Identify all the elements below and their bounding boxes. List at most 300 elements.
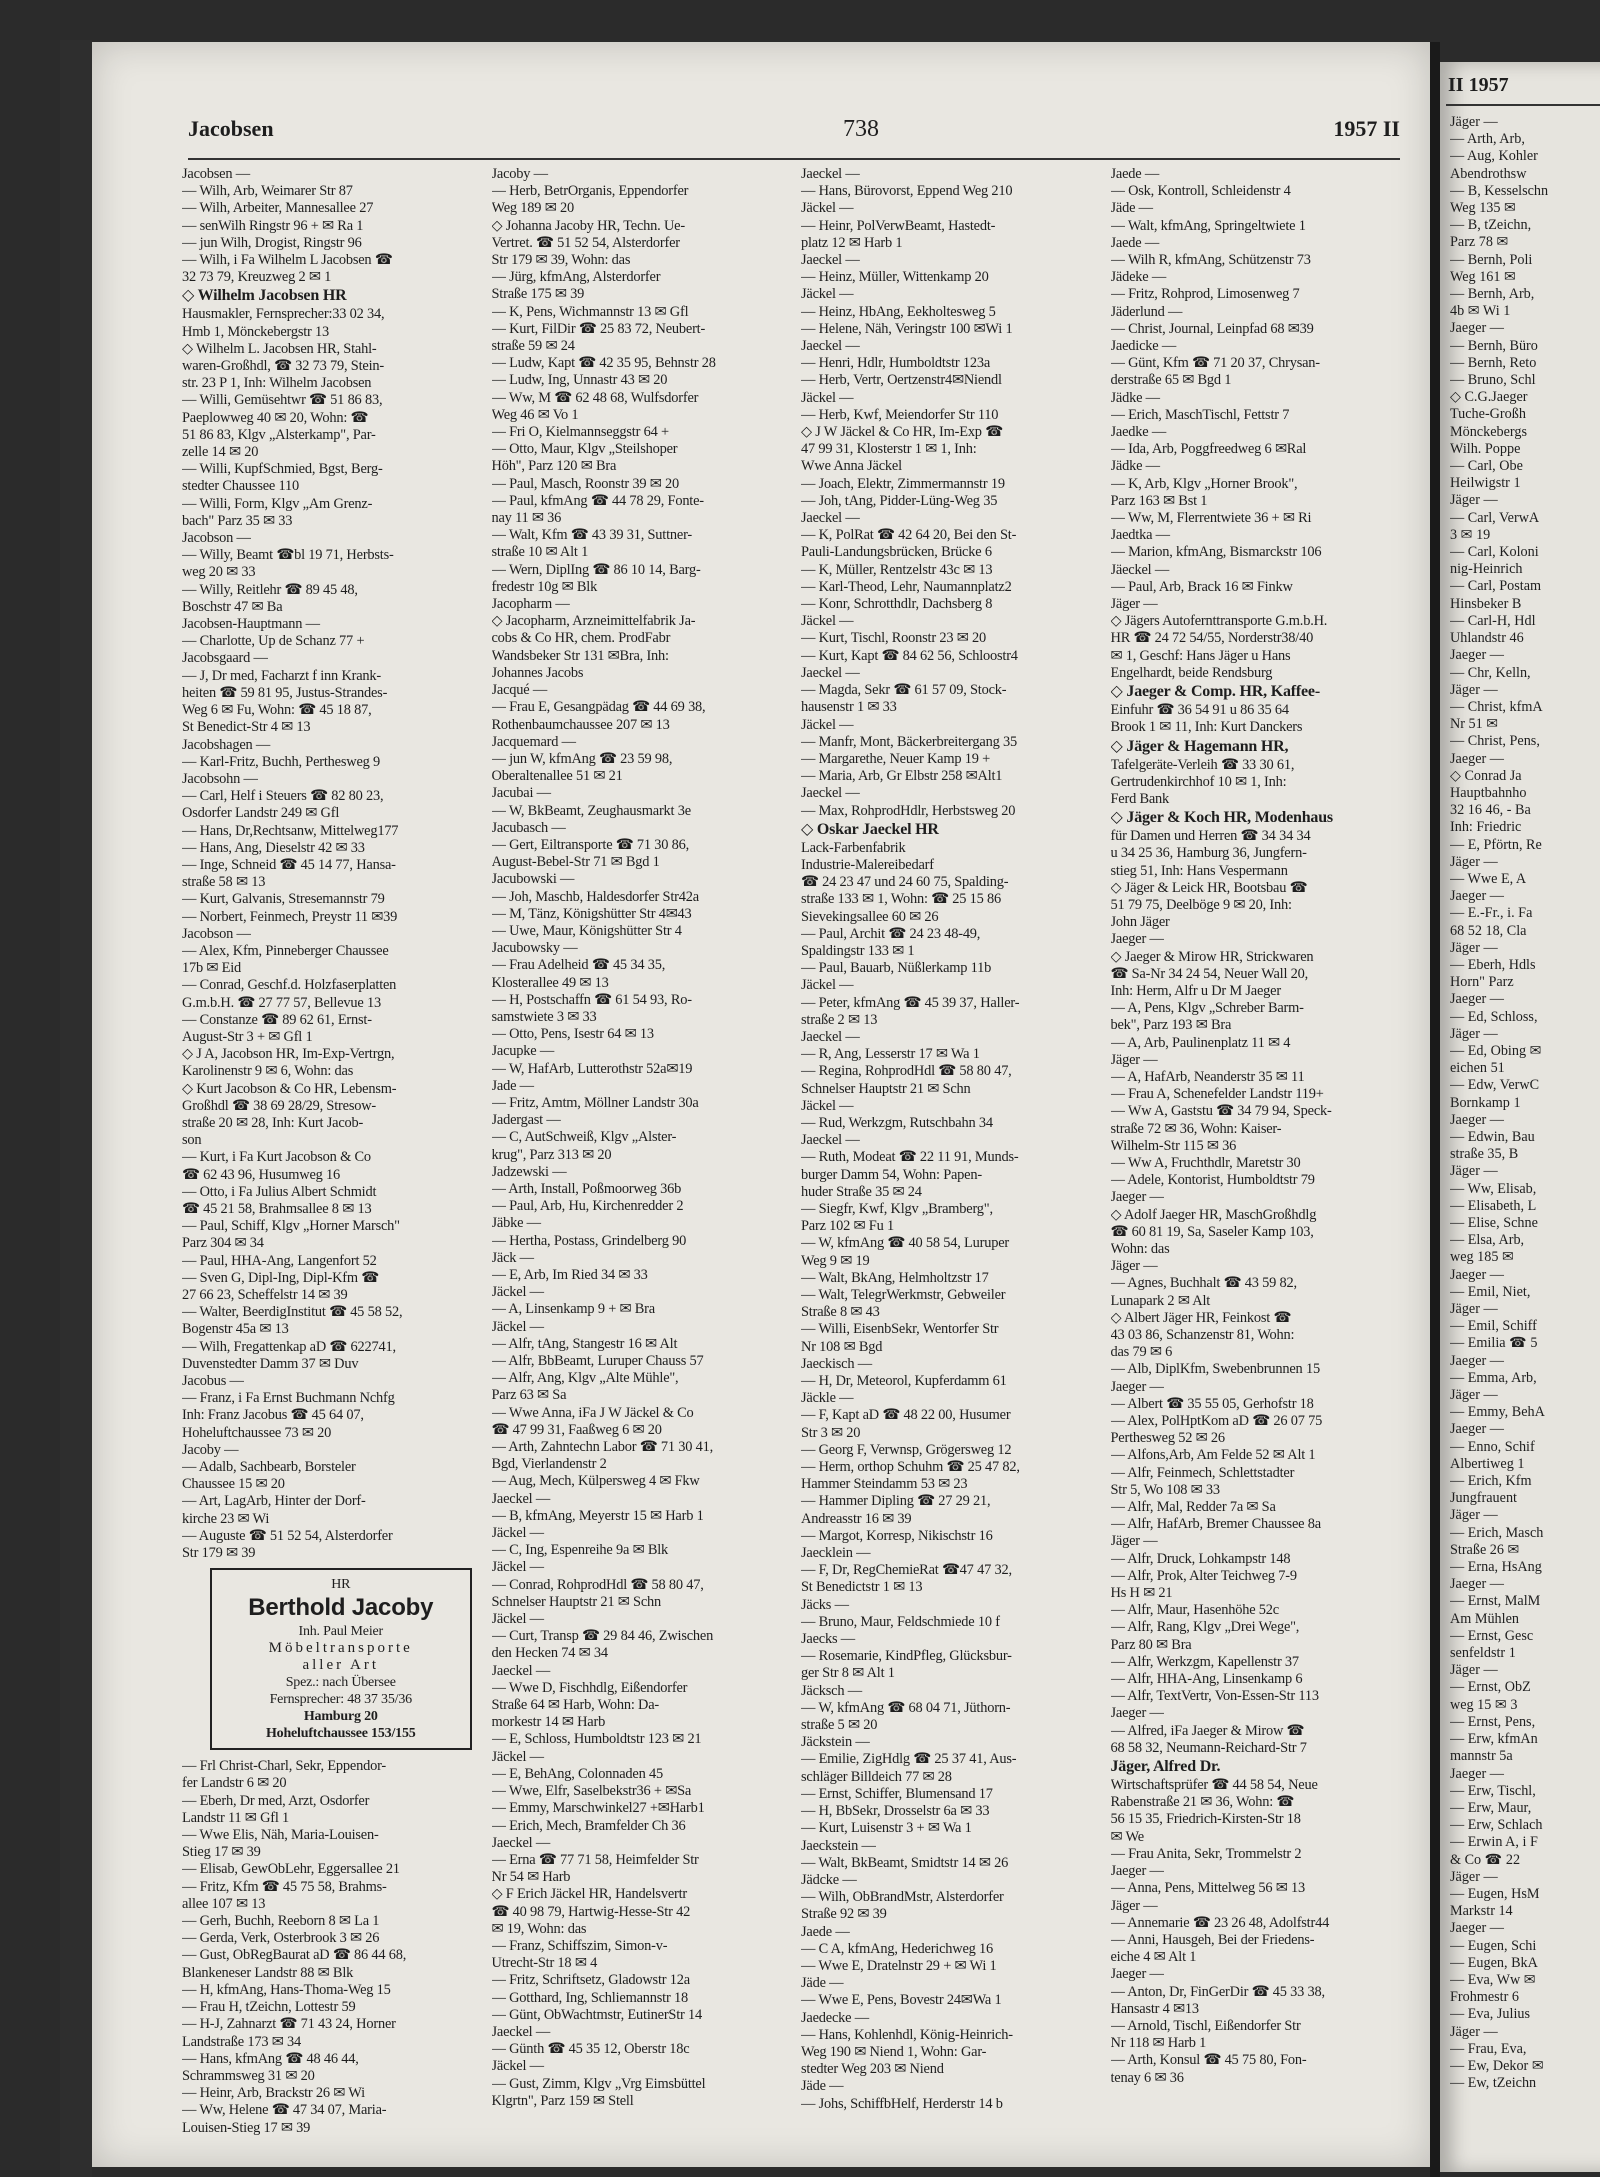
columns: [182, 166, 1408, 2147]
facing-entry: — Carl, Obe: [1450, 458, 1523, 475]
directory-entry: Straße 8 ✉ 43: [801, 1304, 880, 1321]
directory-entry: — A, HafArb, Neanderstr 35 ✉ 11: [1110, 1068, 1305, 1085]
directory-entry: — Margot, Korresp, Nikischstr 16: [801, 1527, 993, 1544]
directory-entry: — A, Pens, Klgv „Schreber Barm-: [1110, 1000, 1304, 1017]
directory-entry: — Hammer Dipling ☎ 27 29 21,: [801, 1493, 991, 1510]
directory-entry: Parz 63 ✉ Sa: [491, 1387, 567, 1404]
directory-entry: Weg 46 ✉ Vo 1: [491, 406, 579, 423]
facing-entry: — Ew, tZeichn: [1450, 2075, 1537, 2092]
directory-entry: — E, Schloss, Humboldtstr 123 ✉ 21: [491, 1731, 702, 1748]
directory-entry: Jäckel —: [801, 200, 854, 217]
directory-entry: ☎ 47 99 31, Faaßweg 6 ✉ 20: [491, 1421, 662, 1438]
directory-entry: Str 179 ✉ 39, Wohn: das: [491, 252, 631, 269]
directory-entry: Jaeckel —: [801, 785, 860, 802]
directory-entry: — Alex, Kfm, Pinneberger Chaussee: [182, 942, 389, 959]
facing-entry: Jäger —: [1450, 492, 1498, 509]
directory-entry: Jade —: [491, 1077, 534, 1094]
facing-entry: Jaeger —: [1450, 1266, 1504, 1283]
directory-entry: Inh: Herm, Alfr u Dr M Jaeger: [1110, 982, 1281, 999]
directory-entry: Jäger, Alfred Dr.: [1110, 1758, 1221, 1776]
facing-entry: weg 185 ✉: [1450, 1249, 1514, 1266]
directory-entry: Jäckel —: [801, 286, 854, 303]
directory-entry: Utrecht-Str 18 ✉ 4: [491, 1955, 598, 1972]
directory-entry: Nr 118 ✉ Harb 1: [1110, 2035, 1207, 2052]
directory-entry: — Frau E, Gesangpädag ☎ 44 69 38,: [491, 699, 706, 716]
directory-entry: derstraße 65 ✉ Bgd 1: [1110, 372, 1232, 389]
facing-entry: — Bernh, Reto: [1450, 354, 1537, 371]
directory-entry: Jaeckel —: [801, 252, 860, 269]
directory-entry: — Wilh, Arb, Weimarer Str 87: [182, 183, 353, 200]
directory-entry: 51 86 83, Klgv „Alsterkamp", Par-: [182, 426, 376, 443]
directory-entry: — K, Pens, Wichmannstr 13 ✉ Gfl: [491, 303, 689, 320]
directory-entry: — Henri, Hdlr, Humboldtstr 123a: [801, 355, 991, 372]
directory-entry: str. 23 P 1, Inh: Wilhelm Jacobsen: [182, 375, 372, 392]
facing-entry: — Carl-H, Hdl: [1450, 612, 1536, 629]
directory-entry: Jaeckel —: [491, 2023, 551, 2040]
directory-entry: — C, AutSchweiß, Klgv „Alster-: [491, 1129, 677, 1146]
directory-entry: — Jürg, kfmAng, Alsterdorfer: [491, 269, 661, 286]
directory-entry: weg 20 ✉ 33: [182, 564, 256, 581]
directory-entry: Jaeckel —: [491, 1490, 551, 1507]
directory-entry: Sievekingsallee 60 ✉ 26: [801, 908, 939, 925]
directory-entry: — Kurt, Tischl, Roonstr 23 ✉ 20: [801, 630, 986, 647]
directory-entry: Ferd Bank: [1110, 790, 1170, 807]
directory-entry: Jacobus —: [182, 1373, 244, 1390]
directory-entry: Weg 6 ✉ Fu, Wohn: ☎ 45 18 87,: [182, 702, 372, 719]
directory-entry: Jäde —: [801, 1975, 844, 1992]
directory-entry: — Conrad, RohprodHdl ☎ 58 80 47,: [491, 1576, 704, 1593]
directory-entry: Landstraße 173 ✉ 34: [182, 2033, 301, 2050]
directory-entry: — K, PolRat ☎ 42 64 20, Bei den St-: [801, 527, 1017, 544]
directory-entry: Weg 9 ✉ 19: [801, 1252, 870, 1269]
directory-entry: G.m.b.H. ☎ 27 77 57, Bellevue 13: [182, 994, 381, 1011]
directory-entry: Hmb 1, Mönckebergstr 13: [182, 323, 330, 340]
directory-entry: Schnelser Hauptstr 21 ✉ Schn: [801, 1080, 971, 1097]
directory-entry: Jäckel —: [491, 2058, 544, 2075]
directory-entry: ◇ Jaeger & Comp. HR, Kaffee-: [1110, 683, 1320, 701]
directory-entry: ◇ Kurt Jacobson & Co HR, Lebensm-: [182, 1080, 397, 1097]
facing-entry: — Erna, HsAng: [1450, 1559, 1542, 1576]
directory-entry: — Paul, Bauarb, Nüßlerkamp 11b: [801, 960, 992, 977]
facing-entry: — E, Pförtn, Re: [1450, 836, 1542, 853]
directory-entry: Jaedicke —: [1110, 338, 1177, 355]
directory-entry: — Alfr, Druck, Lohkampstr 148: [1110, 1550, 1291, 1567]
facing-entry: — Erwin A, i F: [1450, 1834, 1538, 1851]
facing-entry: mannstr 5a: [1450, 1748, 1513, 1765]
directory-entry: — Günth ☎ 45 35 12, Oberstr 18c: [491, 2041, 690, 2058]
directory-entry: 56 15 35, Friedrich-Kirsten-Str 18: [1110, 1811, 1301, 1828]
directory-entry: Jacupke —: [491, 1043, 555, 1060]
directory-entry: Jaeckisch —: [801, 1355, 872, 1372]
directory-entry: straße 58 ✉ 13: [182, 874, 266, 891]
directory-entry: son: [182, 1132, 202, 1149]
directory-entry: ◇ F Erich Jäckel HR, Handelsvertr: [491, 1886, 687, 1903]
directory-entry: — W, kfmAng ☎ 40 58 54, Luruper: [801, 1235, 1009, 1252]
running-name: Jacobsen: [188, 116, 274, 141]
directory-entry: — Fritz, Kfm ☎ 45 75 58, Brahms-: [182, 1878, 387, 1895]
directory-entry: Jacoby —: [491, 166, 548, 182]
directory-entry: — Elisab, GewObLehr, Eggersallee 21: [182, 1861, 400, 1878]
directory-entry: — Gust, ObRegBaurat aD ☎ 86 44 68,: [182, 1947, 407, 1964]
directory-entry: Schnelser Hauptstr 21 ✉ Schn: [491, 1593, 662, 1610]
directory-entry: — Carl, Helf i Steuers ☎ 82 80 23,: [182, 788, 384, 805]
directory-entry: Jaeckel —: [801, 1028, 860, 1045]
facing-entry: nig-Heinrich: [1450, 561, 1523, 578]
directory-entry: ◇ Johanna Jacoby HR, Techn. Ue-: [491, 217, 685, 234]
directory-entry: — Alfr, Mal, Redder 7a ✉ Sa: [1110, 1499, 1276, 1516]
directory-entry: Einfuhr ☎ 36 54 91 u 86 35 64: [1110, 702, 1289, 719]
directory-entry: — Heinr, PolVerwBeamt, Hastedt-: [801, 217, 996, 234]
directory-entry: — C A, kfmAng, Hederichweg 16: [801, 1940, 994, 1957]
directory-entry: Straße 64 ✉ Harb, Wohn: Da-: [491, 1697, 659, 1714]
directory-entry: Jädcke —: [801, 1871, 857, 1888]
directory-entry: — Bruno, Maur, Feldschmiede 10 f: [801, 1613, 1000, 1630]
directory-entry: — Alfr, Ang, Klgv „Alte Mühle",: [491, 1370, 679, 1387]
directory-entry: — A, Arb, Paulinenplatz 11 ✉ 4: [1110, 1034, 1291, 1051]
facing-entry: — Elsa, Arb,: [1450, 1232, 1525, 1249]
directory-entry: Jaeckel —: [801, 664, 860, 681]
column-2: [492, 166, 790, 2147]
directory-entry: Jacobson —: [182, 925, 251, 942]
directory-entry: Jäbke —: [491, 1215, 541, 1232]
directory-entry: — Conrad, Geschf.d. Holzfaserplatten: [182, 977, 397, 994]
directory-entry: Jaeger —: [1110, 1966, 1164, 1983]
directory-entry: — Wilh, Fregattenkap aD ☎ 622741,: [182, 1338, 396, 1355]
directory-entry: Parz 304 ✉ 34: [182, 1235, 264, 1252]
directory-entry: Chaussee 15 ✉ 20: [182, 1476, 285, 1493]
directory-entry: August-Bebel-Str 71 ✉ Bgd 1: [491, 854, 660, 871]
directory-entry: — Herb, Kwf, Meiendorfer Str 110: [801, 406, 999, 423]
directory-entry: Jaede —: [1110, 234, 1160, 251]
directory-entry: — Willy, Beamt ☎bl 19 71, Herbsts-: [182, 547, 394, 564]
directory-entry: Vertret. ☎ 51 52 54, Alsterdorfer: [491, 234, 680, 251]
directory-entry: ◇ Wilhelm Jacobsen HR: [182, 287, 347, 305]
directory-entry: Str 5, Wo 108 ✉ 33: [1110, 1481, 1220, 1498]
directory-entry: straße 72 ✉ 36, Wohn: Kaiser-: [1110, 1120, 1282, 1137]
directory-entry: ger Str 8 ✉ Alt 1: [801, 1665, 895, 1682]
facing-entry: Jäger —: [1450, 114, 1498, 130]
column-1: [182, 166, 480, 2147]
facing-entry: — Carl, Postam: [1450, 578, 1542, 595]
directory-entry: Jäckel —: [801, 389, 854, 406]
directory-entry: John Jäger: [1110, 914, 1170, 931]
directory-entry: — Ernst, Schiffer, Blumensand 17: [801, 1785, 993, 1802]
directory-entry: — Gust, Zimm, Klgv „Vrg Eimsbüttel: [491, 2075, 706, 2092]
directory-entry: — Willi, KupfSchmied, Bgst, Berg-: [182, 461, 383, 478]
directory-entry: — Willi, Gemüsehtwr ☎ 51 86 83,: [182, 392, 383, 409]
directory-entry: Jäger —: [1110, 596, 1158, 613]
directory-entry: — Hans, Dr,Rechtsanw, Mittelweg177: [182, 822, 399, 839]
facing-entry: Straße 26 ✉: [1450, 1541, 1520, 1558]
facing-page: [1440, 62, 1600, 2172]
directory-entry: Jadzewski —: [491, 1163, 567, 1180]
binding-shadow: [60, 40, 92, 2177]
directory-entry: Jaeckel —: [491, 1834, 551, 1851]
directory-entry: ☎ 62 43 96, Husumweg 16: [182, 1166, 341, 1183]
directory-entry: — Eberh, Dr med, Arzt, Osdorfer: [182, 1792, 370, 1809]
directory-entry: — H, BbSekr, Drosselstr 6a ✉ 33: [801, 1803, 990, 1820]
directory-entry: Hoheluftchaussee 73 ✉ 20: [182, 1424, 332, 1441]
facing-entry: — B, tZeichn,: [1450, 217, 1532, 234]
directory-entry: — Alfr, Maur, Hasenhöhe 52c: [1110, 1602, 1279, 1619]
directory-entry: Jaedecke —: [801, 2009, 869, 2026]
directory-entry: Perthesweg 52 ✉ 26: [1110, 1430, 1225, 1447]
facing-entry: Jaeger —: [1450, 1421, 1504, 1438]
directory-page: [92, 42, 1430, 2167]
directory-entry: — Arth, Konsul ☎ 45 75 80, Fon-: [1110, 2052, 1307, 2069]
directory-entry: Jäeckel —: [1110, 561, 1170, 578]
directory-entry: ◇ Jägers Autofernttransporte G.m.b.H.: [1110, 613, 1328, 630]
directory-entry: — Konr, Schrotthdlr, Dachsberg 8: [801, 596, 993, 613]
directory-entry: ✉ 19, Wohn: das: [491, 1920, 587, 1937]
facing-entry: Jaeger —: [1450, 750, 1504, 767]
facing-entry: — Ed, Obing ✉: [1450, 1042, 1542, 1059]
directory-entry: nay 11 ✉ 36: [491, 510, 562, 527]
facing-entry: Jäger —: [1450, 853, 1498, 870]
directory-entry: Jadergast —: [491, 1112, 561, 1129]
directory-entry: Wirtschaftsprüfer ☎ 44 58 54, Neue: [1110, 1777, 1318, 1794]
directory-entry: — Hans, Bürovorst, Eppend Weg 210: [801, 183, 1013, 200]
directory-entry: — Paul, Archit ☎ 24 23 48-49,: [801, 925, 981, 942]
directory-entry: Jaeckel —: [801, 1132, 860, 1149]
directory-entry: ✉ We: [1110, 1828, 1144, 1845]
facing-entry: straße 35, B: [1450, 1146, 1519, 1163]
directory-entry: ☎ Sa-Nr 34 24 54, Neuer Wall 20,: [1110, 965, 1309, 982]
directory-entry: — B, kfmAng, Meyerstr 15 ✉ Harb 1: [491, 1507, 704, 1524]
directory-entry: — Agnes, Buchhalt ☎ 43 59 82,: [1110, 1275, 1297, 1292]
directory-entry: Rabenstraße 21 ✉ 36, Wohn: ☎: [1110, 1794, 1295, 1811]
directory-entry: zelle 14 ✉ 20: [182, 444, 259, 461]
directory-entry: Industrie-Malereibedarf: [801, 856, 934, 873]
directory-entry: — Erich, Mech, Bramfelder Ch 36: [491, 1817, 686, 1834]
directory-entry: Bgd, Vierlandenstr 2: [491, 1456, 607, 1473]
directory-entry: — Ludw, Kapt ☎ 42 35 95, Behnstr 28: [491, 355, 716, 372]
directory-entry: fredestr 10g ✉ Blk: [491, 578, 598, 595]
facing-entry: — Carl, VerwA: [1450, 509, 1540, 526]
facing-entry: Jaeger —: [1450, 991, 1504, 1008]
directory-entry: allee 107 ✉ 13: [182, 1895, 266, 1912]
directory-entry: Louisen-Stieg 17 ✉ 39: [182, 2119, 311, 2136]
directory-entry: Engelhardt, beide Rendsburg: [1110, 664, 1273, 681]
facing-entry: Am Mühlen: [1450, 1610, 1519, 1627]
directory-entry: ◇ J W Jäckel & Co HR, Im-Exp ☎: [801, 424, 1003, 441]
directory-entry: — Alfr, tAng, Stangestr 16 ✉ Alt: [491, 1335, 678, 1352]
directory-entry: — Inge, Schneid ☎ 45 14 77, Hansa-: [182, 856, 396, 873]
facing-entry: Inh: Friedric: [1450, 819, 1522, 836]
directory-entry: stieg 51, Inh: Hans Vespermann: [1110, 862, 1288, 879]
directory-entry: — Otto, i Fa Julius Albert Schmidt: [182, 1183, 377, 1200]
directory-entry: Jaeger —: [1110, 931, 1164, 948]
directory-entry: — Fri O, Kielmannseggstr 64 +: [491, 424, 669, 441]
facing-entry: — Emmy, BehA: [1450, 1404, 1545, 1421]
directory-entry: straße 10 ✉ Alt 1: [491, 544, 589, 561]
directory-entry: — Frau A, Schenefelder Landstr 119+: [1110, 1086, 1324, 1103]
directory-entry: — H-J, Zahnarzt ☎ 71 43 24, Horner: [182, 2016, 396, 2033]
directory-entry: Jäger —: [1110, 1258, 1158, 1275]
directory-entry: Weg 189 ✉ 20: [491, 200, 574, 217]
directory-entry: Rothenbaumchaussee 207 ✉ 13: [491, 716, 670, 733]
directory-entry: — Constanze ☎ 89 62 61, Ernst-: [182, 1011, 372, 1028]
directory-entry: — Hertha, Postass, Grindelberg 90: [491, 1232, 687, 1249]
directory-entry: Jaedke —: [1110, 424, 1167, 441]
directory-entry: — Ludw, Ing, Unnastr 43 ✉ 20: [491, 372, 668, 389]
facing-entry: Heilwigstr 1: [1450, 475, 1521, 492]
directory-entry: — K, Arb, Klgv „Horner Brook",: [1110, 475, 1298, 492]
directory-entry: Hammer Steindamm 53 ✉ 23: [801, 1476, 968, 1493]
directory-entry: waren-Großhdl, ☎ 32 73 79, Stein-: [182, 358, 384, 375]
directory-entry: Karolinenstr 9 ✉ 6, Wohn: das: [182, 1063, 354, 1080]
column-3: [801, 166, 1099, 2147]
directory-entry: ☎ 60 81 19, Sa, Saseler Kamp 103,: [1110, 1223, 1314, 1240]
directory-entry: — Helene, Näh, Veringstr 100 ✉Wi 1: [801, 320, 1013, 337]
facing-entry: — Eugen, BkA: [1450, 1954, 1538, 1971]
directory-entry: — Peter, kfmAng ☎ 45 39 37, Haller-: [801, 994, 1020, 1011]
directory-entry: burger Damm 54, Wohn: Papen-: [801, 1166, 982, 1183]
directory-entry: Weg 190 ✉ Niend 1, Wohn: Gar-: [801, 2043, 987, 2060]
directory-entry: Klosterallee 49 ✉ 13: [491, 974, 609, 991]
facing-entry: — Ed, Schloss,: [1450, 1008, 1538, 1025]
directory-entry: — jun Wilh, Drogist, Ringstr 96: [182, 234, 362, 251]
facing-entry: — Ernst, ObZ: [1450, 1679, 1531, 1696]
facing-entry: 32 16 46, - Ba: [1450, 802, 1531, 819]
directory-entry: — Günt, Kfm ☎ 71 20 37, Chrysan-: [1110, 355, 1320, 372]
facing-entry: — Ew, Dekor ✉: [1450, 2057, 1544, 2074]
directory-entry: — Marion, kfmAng, Bismarckstr 106: [1110, 544, 1322, 561]
directory-entry: hausenstr 1 ✉ 33: [801, 699, 897, 716]
directory-entry: Jaeger —: [1110, 1189, 1164, 1206]
directory-entry: — Frau Adelheid ☎ 45 34 35,: [491, 957, 666, 974]
directory-entry: cobs & Co HR, chem. ProdFabr: [491, 630, 671, 647]
facing-entry: — Ernst, MalM: [1450, 1593, 1541, 1610]
directory-entry: — Arnold, Tischl, Eißendorfer Str: [1110, 2017, 1301, 2034]
directory-entry: Jäck —: [491, 1249, 534, 1266]
directory-entry: Spaldingstr 133 ✉ 1: [801, 942, 915, 959]
directory-entry: straße 2 ✉ 13: [801, 1011, 878, 1028]
directory-entry: Parz 163 ✉ Bst 1: [1110, 492, 1208, 509]
facing-entry: — Eva, Julius: [1450, 2006, 1530, 2023]
directory-entry: — Paul, Masch, Roonstr 39 ✉ 20: [491, 475, 680, 492]
page-gutter: [1430, 42, 1440, 2177]
directory-entry: 27 66 23, Scheffelstr 14 ✉ 39: [182, 1287, 348, 1303]
directory-entry: ✉ 1, Geschf: Hans Jäger u Hans: [1110, 647, 1291, 664]
directory-entry: — Herm, orthop Schuhm ☎ 25 47 82,: [801, 1459, 1020, 1476]
directory-entry: — Wilh, i Fa Wilhelm L Jacobsen ☎: [182, 252, 393, 269]
directory-entry: — Aug, Mech, Külpersweg 4 ✉ Fkw: [491, 1473, 700, 1490]
directory-entry: Jäcksch —: [801, 1682, 862, 1699]
directory-entry: — Ww, Helene ☎ 47 34 07, Maria-: [182, 2102, 387, 2119]
directory-entry: ◇ Jaeger & Mirow HR, Strickwaren: [1110, 948, 1314, 965]
directory-entry: straße 133 ✉ 1, Wohn: ☎ 25 15 86: [801, 891, 1002, 908]
directory-entry: morkestr 14 ✉ Harb: [491, 1714, 606, 1731]
facing-entry: — Erw, kfmAn: [1450, 1731, 1538, 1748]
directory-entry: Jaeckel —: [801, 338, 860, 355]
directory-entry: — Wilh R, kfmAng, Schützenstr 73: [1110, 252, 1311, 269]
directory-entry: — Osk, Kontroll, Schleidenstr 4: [1110, 183, 1291, 200]
directory-entry: Jaeger —: [1110, 1378, 1164, 1395]
facing-entry: Jaeger —: [1450, 1765, 1504, 1782]
directory-entry: — Otto, Pens, Isestr 64 ✉ 13: [491, 1026, 654, 1043]
directory-entry: bach" Parz 35 ✉ 33: [182, 512, 293, 529]
directory-entry: — Johs, SchiffbHelf, Herderstr 14 b: [801, 2095, 1003, 2112]
facing-entry: Parz 78 ✉: [1450, 234, 1509, 251]
directory-entry: — W, kfmAng ☎ 68 04 71, Jüthorn-: [801, 1699, 1011, 1716]
directory-entry: Jaeckel —: [801, 510, 860, 527]
directory-entry: Jaedtka —: [1110, 527, 1170, 544]
directory-entry: für Damen und Herren ☎ 34 34 34: [1110, 828, 1311, 845]
facing-entry: — Emilia ☎ 5: [1450, 1335, 1538, 1352]
advert-marker: HR: [331, 1577, 351, 1593]
directory-entry: 68 58 32, Neumann-Reichard-Str 7: [1110, 1739, 1307, 1756]
facing-entry: Jäger —: [1450, 1301, 1498, 1318]
directory-entry: Jaeckel —: [491, 1662, 551, 1679]
directory-entry: heiten ☎ 59 81 95, Justus-Strandes-: [182, 684, 388, 701]
directory-entry: — Norbert, Feinmech, Preystr 11 ✉39: [182, 908, 398, 925]
directory-entry: Jäcks —: [801, 1596, 849, 1613]
directory-entry: Stieg 17 ✉ 39: [182, 1844, 261, 1861]
facing-entry: Jäger —: [1450, 1387, 1498, 1404]
directory-entry: — Emmy, Marschwinkel27 +✉Harb1: [491, 1800, 705, 1817]
advert-line3: Spez.: nach Übersee: [285, 1675, 396, 1691]
facing-page-column: [1450, 114, 1600, 2092]
advert-line1: Möbeltransporte: [268, 1640, 413, 1657]
directory-entry: Jacubowski —: [491, 871, 575, 888]
directory-entry: — F, Dr, RegChemieRat ☎47 47 32,: [801, 1562, 1012, 1579]
directory-entry: — Ww A, Gaststu ☎ 34 79 94, Speck-: [1110, 1103, 1332, 1120]
directory-entry: samstwiete 3 ✉ 33: [491, 1008, 597, 1025]
directory-entry: — Albert ☎ 35 55 05, Gerhofstr 18: [1110, 1395, 1314, 1412]
directory-entry: — K, Müller, Rentzelstr 43c ✉ 13: [801, 561, 993, 578]
advert-city: Hamburg 20: [303, 1709, 378, 1725]
directory-entry: Wilhelm-Str 115 ✉ 36: [1110, 1137, 1237, 1154]
facing-entry: Jaeger —: [1450, 1920, 1504, 1937]
directory-entry: platz 12 ✉ Harb 1: [801, 234, 903, 251]
directory-entry: — Joh, Maschb, Haldesdorfer Str42a: [491, 888, 699, 905]
facing-entry: Jaeger —: [1450, 647, 1504, 664]
directory-entry: Jäde —: [1110, 200, 1153, 217]
directory-entry: den Hecken 74 ✉ 34: [491, 1645, 608, 1662]
directory-entry: — Charlotte, Up de Schanz 77 +: [182, 633, 365, 650]
facing-entry: 4b ✉ Wi 1: [1450, 303, 1511, 320]
directory-entry: — Heinr, Arb, Brackstr 26 ✉ Wi: [182, 2085, 365, 2102]
directory-entry: Jäckel —: [801, 1097, 854, 1114]
directory-entry: Hausmakler, Fernsprecher:33 02 34,: [182, 306, 385, 323]
directory-entry: — Magda, Sekr ☎ 61 57 09, Stock-: [801, 682, 1007, 699]
directory-entry: Jaeger —: [1110, 1705, 1164, 1722]
facing-entry: Frohmestr 6: [1450, 1989, 1519, 2006]
directory-entry: Jäckel —: [491, 1559, 544, 1576]
directory-entry: — Herb, Vertr, Oertzenstr4✉Niendl: [801, 372, 1002, 389]
directory-entry: Jacqué —: [491, 682, 548, 699]
directory-entry: Jaeckstein —: [801, 1837, 876, 1854]
directory-entry: ◇ Jäger & Hagemann HR,: [1110, 737, 1289, 755]
directory-entry: St Benedict-Str 4 ✉ 13: [182, 719, 311, 736]
facing-entry: Abendrothsw: [1450, 165, 1527, 182]
directory-entry: — Ww A, Fruchthdlr, Maretstr 30: [1110, 1154, 1301, 1171]
facing-entry: — B, Kesselschn: [1450, 182, 1549, 199]
directory-entry: Jacobsen —: [182, 166, 250, 182]
facing-entry: — Bernh, Arb,: [1450, 286, 1535, 303]
directory-entry: straße 5 ✉ 20: [801, 1717, 878, 1734]
directory-entry: Jäderlund —: [1110, 303, 1183, 320]
facing-entry: — Christ, Pens,: [1450, 733, 1540, 750]
directory-entry: Lunapark 2 ✉ Alt: [1110, 1292, 1211, 1309]
directory-entry: — Alfr, Prok, Alter Teichweg 7-9: [1110, 1567, 1297, 1584]
facing-entry: Albertiweg 1: [1450, 1455, 1525, 1472]
directory-entry: Jacubai —: [491, 785, 551, 802]
directory-entry: — Max, RohprodHdlr, Herbstsweg 20: [801, 802, 1016, 819]
directory-entry: — A, Linsenkamp 9 + ✉ Bra: [491, 1301, 655, 1318]
facing-entry: — Erw, Maur,: [1450, 1799, 1532, 1816]
